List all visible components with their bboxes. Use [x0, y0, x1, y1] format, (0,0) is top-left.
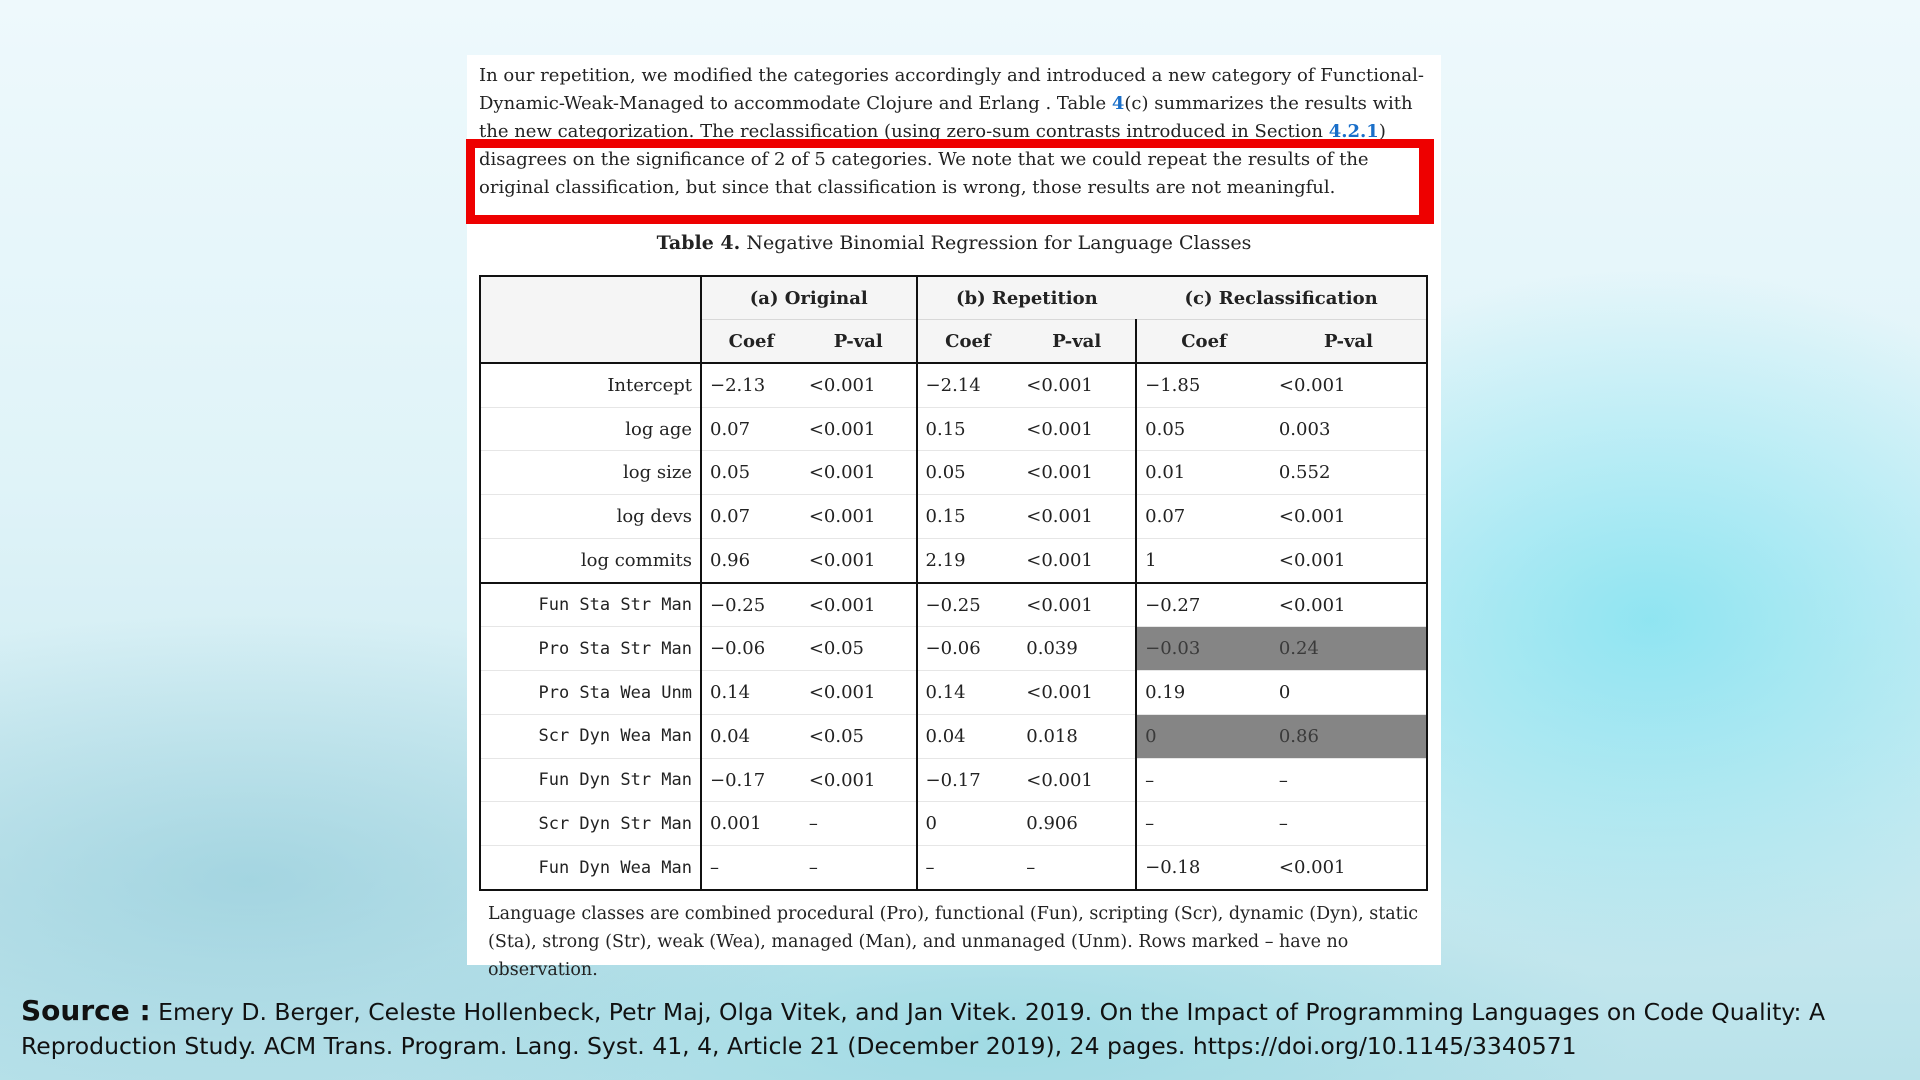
pval-cell: <0.001 [1018, 451, 1136, 495]
section-link[interactable]: 4.2.1 [1328, 121, 1379, 142]
coef-cell: −0.06 [917, 627, 1019, 671]
group-header-reclassification: (c) Reclassification [1136, 276, 1427, 320]
coef-cell: 0.07 [701, 495, 801, 539]
pval-cell: <0.001 [1018, 671, 1136, 715]
coef-cell: −0.25 [917, 583, 1019, 627]
pval-cell: <0.001 [1271, 538, 1427, 582]
source-label: Source : [21, 994, 151, 1027]
coef-cell: 0.05 [701, 451, 801, 495]
coef-cell: 0.07 [1136, 495, 1271, 539]
table-row [480, 846, 1427, 890]
coef-cell: 0.19 [1136, 671, 1271, 715]
table-caption-label: Table 4. [656, 232, 741, 254]
coef-cell: −2.13 [701, 363, 801, 407]
pval-cell: <0.001 [1018, 538, 1136, 582]
table-row [480, 451, 1427, 495]
pval-cell: <0.001 [1271, 583, 1427, 627]
coef-cell: – [701, 846, 801, 890]
pval-cell: 0.86 [1271, 714, 1427, 758]
table-row [480, 363, 1427, 407]
group-header-repetition: (b) Repetition [917, 276, 1137, 320]
paragraph-text-1: In our repetition, we modified the categories accordingly and introduced a new category of Functional-Dynamic-Weak-Managed to accommodate Clojure and Erlang . Table [479, 65, 1424, 114]
pval-cell: <0.05 [801, 714, 917, 758]
group-header-original: (a) Original [701, 276, 917, 320]
subheader-coef: Coef [917, 320, 1019, 364]
table-row [480, 802, 1427, 846]
row-label: Scr Dyn Wea Man [480, 714, 701, 758]
table-4-link[interactable]: 4 [1111, 93, 1125, 114]
pval-cell: <0.001 [1018, 583, 1136, 627]
row-label: Fun Dyn Str Man [480, 758, 701, 802]
subheader-pval: P-val [1271, 320, 1427, 364]
coef-cell: 0.01 [1136, 451, 1271, 495]
paragraph-text-3: ) disagrees on the significance of 2 of 5 categories. We note that we could repeat the results of the original classification, but since that classification is wrong, those results are not meaningful. [479, 121, 1386, 198]
table-footnote: Language classes are combined procedural (Pro), functional (Fun), scripting (Scr), dynamic (Dyn), static (Sta), strong (Str), weak (Wea), managed (Man), and unmanaged (Unm). Rows marked – have no observation. [488, 904, 1419, 980]
pval-cell: – [1271, 758, 1427, 802]
table-row [480, 671, 1427, 715]
pval-cell: 0.552 [1271, 451, 1427, 495]
row-label: Fun Sta Str Man [480, 583, 701, 627]
table-body [480, 363, 1427, 890]
row-label: Pro Sta Str Man [480, 627, 701, 671]
pval-cell: <0.001 [1018, 363, 1136, 407]
pval-cell: 0.003 [1271, 407, 1427, 451]
pval-cell: 0.018 [1018, 714, 1136, 758]
coef-cell: – [1136, 802, 1271, 846]
coef-cell: 0.96 [701, 538, 801, 582]
coef-cell: 0.15 [917, 407, 1019, 451]
pval-cell: <0.001 [801, 583, 917, 627]
table-row [480, 538, 1427, 582]
row-label: Intercept [480, 363, 701, 407]
coef-cell: −0.06 [701, 627, 801, 671]
coef-cell: 0.04 [917, 714, 1019, 758]
coef-cell: −0.25 [701, 583, 801, 627]
pval-cell: <0.001 [801, 538, 917, 582]
coef-cell: −0.17 [917, 758, 1019, 802]
coef-cell: – [917, 846, 1019, 890]
coef-cell: 2.19 [917, 538, 1019, 582]
coef-cell: 0.15 [917, 495, 1019, 539]
pval-cell: <0.001 [1018, 495, 1136, 539]
pval-cell: 0.039 [1018, 627, 1136, 671]
pval-cell: <0.001 [1271, 495, 1427, 539]
table-row [480, 627, 1427, 671]
row-label: log size [480, 451, 701, 495]
coef-cell: 0.05 [917, 451, 1019, 495]
table-row [480, 583, 1427, 627]
pval-cell: – [1018, 846, 1136, 890]
pval-cell: – [1271, 802, 1427, 846]
pval-cell: <0.001 [1271, 363, 1427, 407]
coef-cell: – [1136, 758, 1271, 802]
coef-cell: 0 [917, 802, 1019, 846]
pval-cell: <0.001 [801, 451, 917, 495]
table-corner-cell [480, 276, 701, 363]
coef-cell: −1.85 [1136, 363, 1271, 407]
row-label: log devs [480, 495, 701, 539]
coef-cell: 0.001 [701, 802, 801, 846]
coef-cell: −0.03 [1136, 627, 1271, 671]
pval-cell: 0.24 [1271, 627, 1427, 671]
coef-cell: −0.18 [1136, 846, 1271, 890]
table-row [480, 714, 1427, 758]
pval-cell: <0.001 [801, 495, 917, 539]
row-label: Pro Sta Wea Unm [480, 671, 701, 715]
body-paragraph [479, 62, 1427, 210]
row-label: log age [480, 407, 701, 451]
source-text: Emery D. Berger, Celeste Hollenbeck, Petr Maj, Olga Vitek, and Jan Vitek. 2019. On the Impact of Programming Languages on Code Quality: A Reproduction Study. ACM Trans. Program. Lang. Syst. 41, 4, Article 21 (December 2019), 24 pages. https://doi.org/10.1145/3340571 [21, 998, 1826, 1060]
coef-cell: −0.27 [1136, 583, 1271, 627]
subheader-pval: P-val [801, 320, 917, 364]
coef-cell: 0.05 [1136, 407, 1271, 451]
coef-cell: −0.17 [701, 758, 801, 802]
coef-cell: 1 [1136, 538, 1271, 582]
subheader-pval: P-val [1018, 320, 1136, 364]
pval-cell: <0.001 [801, 758, 917, 802]
coef-cell: 0.14 [917, 671, 1019, 715]
subheader-coef: Coef [1136, 320, 1271, 364]
pval-cell: 0 [1271, 671, 1427, 715]
table-row [480, 758, 1427, 802]
row-label: Scr Dyn Str Man [480, 802, 701, 846]
pval-cell: <0.001 [801, 363, 917, 407]
table-caption-text: Negative Binomial Regression for Language Classes [740, 232, 1252, 254]
subheader-coef: Coef [701, 320, 801, 364]
table-caption [467, 232, 1441, 254]
pval-cell: <0.001 [801, 407, 917, 451]
pval-cell: <0.05 [801, 627, 917, 671]
pval-cell: 0.906 [1018, 802, 1136, 846]
row-label: log commits [480, 538, 701, 582]
table-row [480, 495, 1427, 539]
coef-cell: 0.14 [701, 671, 801, 715]
coef-cell: −2.14 [917, 363, 1019, 407]
coef-cell: 0.07 [701, 407, 801, 451]
source-citation [21, 994, 1901, 1063]
pval-cell: <0.001 [1018, 758, 1136, 802]
pval-cell: <0.001 [1018, 407, 1136, 451]
pval-cell: <0.001 [801, 671, 917, 715]
table-row [480, 407, 1427, 451]
pval-cell: – [801, 846, 917, 890]
row-label: Fun Dyn Wea Man [480, 846, 701, 890]
pval-cell: <0.001 [1271, 846, 1427, 890]
coef-cell: 0.04 [701, 714, 801, 758]
pval-cell: – [801, 802, 917, 846]
regression-table [479, 275, 1428, 891]
coef-cell: 0 [1136, 714, 1271, 758]
paragraph-text-2: (c) summarizes the results with the new categorization. The reclassification (using zero-sum contrasts introduced in Section [479, 93, 1413, 142]
